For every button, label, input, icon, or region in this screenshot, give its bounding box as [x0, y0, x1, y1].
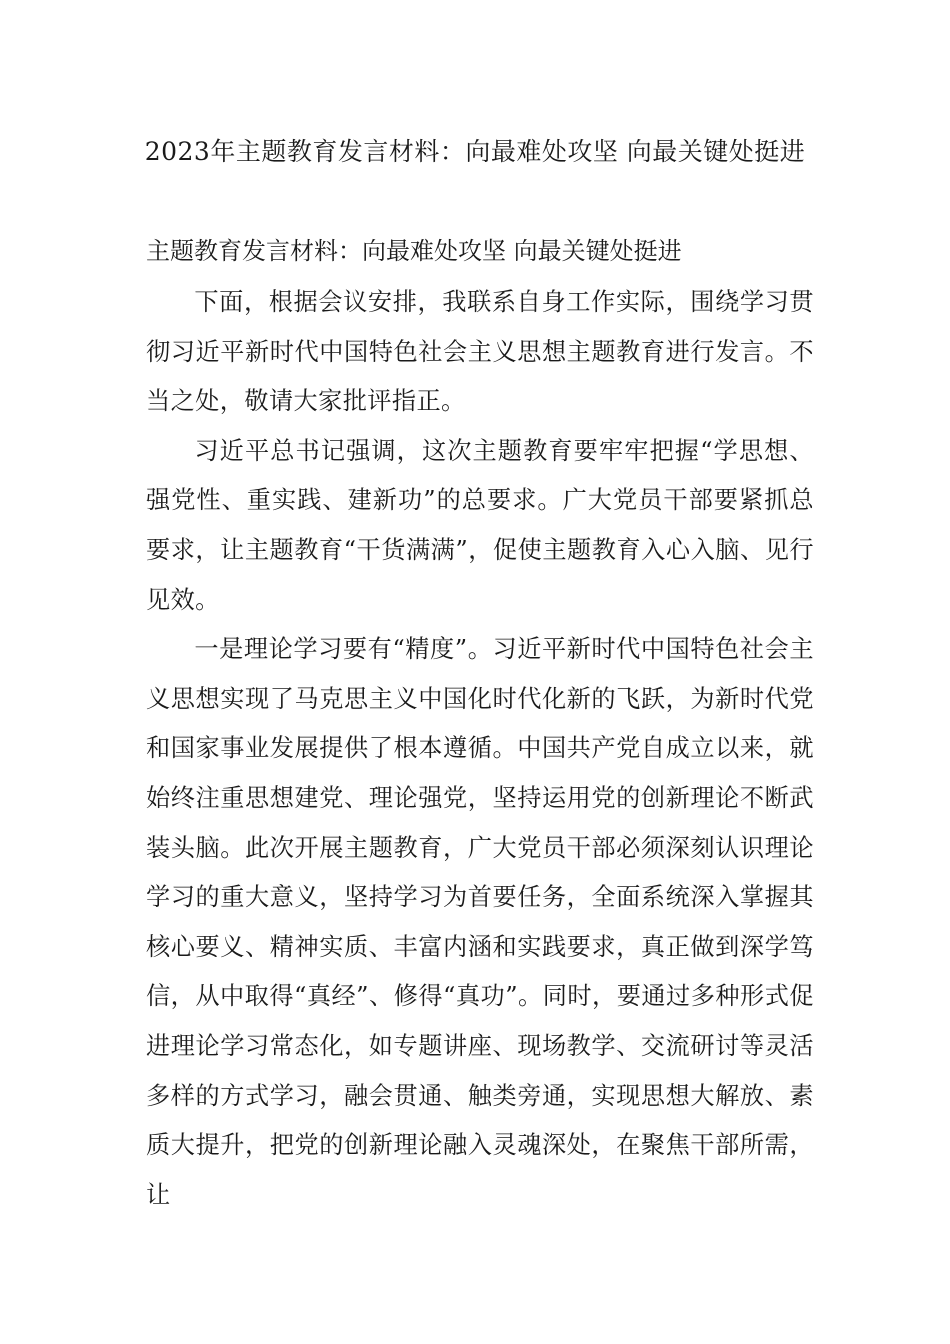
document-subtitle: 主题教育发言材料：向最难处攻坚 向最关键处挺进 [146, 237, 682, 265]
document-title: 2023年主题教育发言材料：向最难处攻坚 向最关键处挺进 [144, 137, 806, 166]
document-body [146, 278, 814, 1220]
paragraph-requirements: 习近平总书记强调，这次主题教育要牢牢把握“学思想、强党性、重实践、建新功”的总要求。广大党员干部要紧抓总要求，让主题教育“干货满满”，促使主题教育入心入脑、见行见效。 [146, 436, 814, 614]
paragraph-theory-study: 一是理论学习要有“精度”。习近平新时代中国特色社会主义思想实现了马克思主义中国化时代化新的飞跃，为新时代党和国家事业发展提供了根本遵循。中国共产党自成立以来，就始终注重思想建党、理论强党，坚持运用党的创新理论不断武装头脑。此次开展主题教育，广大党员干部必须深刻认识理论学习的重大意义，坚持学习为首要任务，全面系统深入掌握其核心要义、精神实质、丰富内涵和实践要求，真正做到深学笃信，从中取得“真经”、修得“真功”。同时，要通过多种形式促进理论学习常态化，如专题讲座、现场教学、交流研讨等灵活多样的方式学习，融会贯通、触类旁通，实现思想大解放、素质大提升，把党的创新理论融入灵魂深处，在聚焦干部所需，让 [146, 635, 814, 1209]
paragraph-intro: 下面，根据会议安排，我联系自身工作实际，围绕学习贯彻习近平新时代中国特色社会主义思想主题教育进行发言。不当之处，敬请大家批评指正。 [146, 288, 814, 416]
